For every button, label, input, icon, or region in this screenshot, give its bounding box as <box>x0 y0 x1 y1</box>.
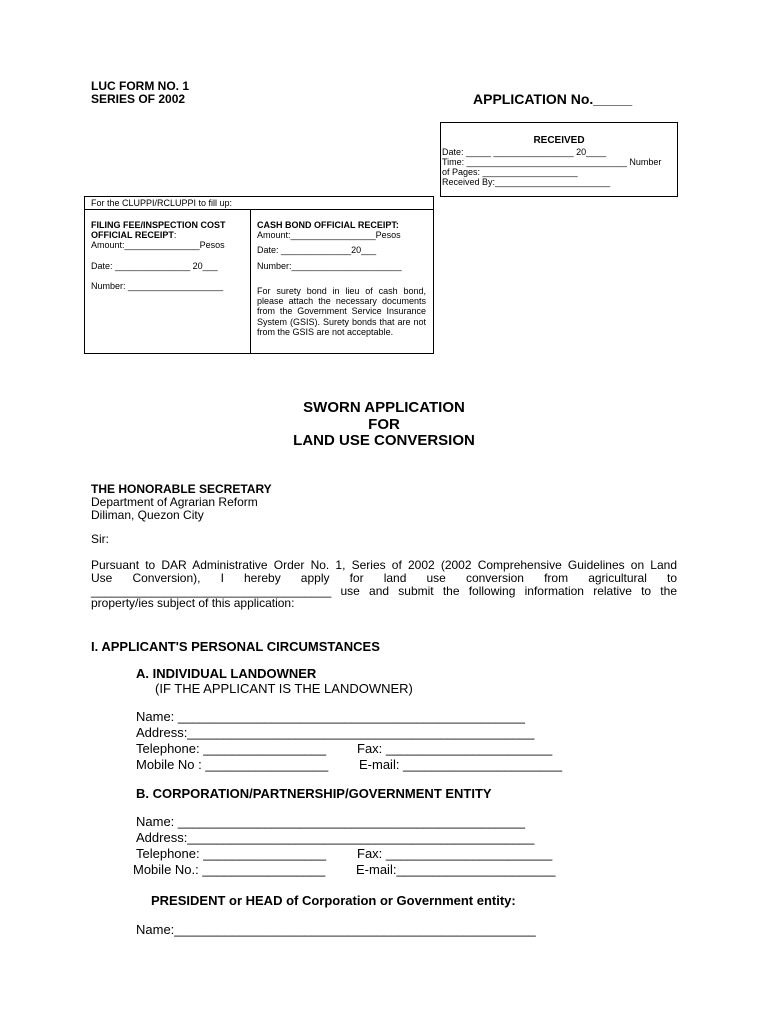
filing-date: Date: _______________ 20___ <box>91 261 218 271</box>
addressee-city: Diliman, Quezon City <box>91 508 204 522</box>
cash-bond-amount: Amount:_________________Pesos <box>257 230 401 240</box>
individual-email-field[interactable]: E-mail: ______________________ <box>359 757 563 772</box>
body-line4: property/ies subject of this application: <box>91 596 295 610</box>
cash-bond-number: Number:______________________ <box>257 261 402 271</box>
addressee-name: THE HONORABLE SECRETARY <box>91 482 272 496</box>
president-name-field[interactable]: Name:__________________________________________________ <box>136 922 536 937</box>
received-date: Date: _____ ________________ 20____ <box>442 147 607 157</box>
cluppi-column-divider <box>250 209 251 354</box>
individual-mobile-field[interactable]: Mobile No : _________________ <box>136 757 329 772</box>
president-heading: PRESIDENT or HEAD of Corporation or Government entity: <box>151 893 516 908</box>
received-time: Time: ________________________________ Number <box>442 157 662 167</box>
cluppi-heading: For the CLUPPI/RCLUPPI to fill up: <box>91 198 233 208</box>
addressee-department: Department of Agrarian Reform <box>91 495 258 509</box>
corporation-telephone-field[interactable]: Telephone: _________________ <box>136 846 327 861</box>
title-line2: FOR <box>368 416 400 433</box>
corporation-fax-field[interactable]: Fax: _______________________ <box>357 846 553 861</box>
salutation: Sir: <box>91 532 109 546</box>
individual-address-field[interactable]: Address:________________________________________________ <box>136 725 535 740</box>
corporation-address-field[interactable]: Address:________________________________________________ <box>136 830 535 845</box>
filing-amount: Amount:_______________Pesos <box>91 240 225 250</box>
received-title: RECEIVED <box>533 135 585 146</box>
filing-title-line1: FILING FEE/INSPECTION COST <box>91 220 226 230</box>
cash-bond-note: For surety bond in lieu of cash bond, please attach the necessary documents from the Government Service Insurance System (GSIS). Surety bonds that are not from the GSIS are not acceptable. <box>257 286 426 337</box>
cash-bond-date: Date: ______________20___ <box>257 245 377 255</box>
corporation-name-field[interactable]: Name: ________________________________________________ <box>136 814 525 829</box>
received-by: Received By:_______________________ <box>442 177 611 187</box>
body-line3: ____________________________________ use and submit the following information relative to the <box>91 584 677 598</box>
individual-name-field[interactable]: Name: ________________________________________________ <box>136 709 525 724</box>
cluppi-divider <box>84 209 434 210</box>
application-number: APPLICATION No._____ <box>473 91 633 107</box>
corporation-mobile-field[interactable]: Mobile No.: _________________ <box>133 862 326 877</box>
form-number: LUC FORM NO. 1 <box>91 79 189 93</box>
filing-number: Number: ___________________ <box>91 281 224 291</box>
individual-telephone-field[interactable]: Telephone: _________________ <box>136 741 327 756</box>
individual-fax-field[interactable]: Fax: _______________________ <box>357 741 553 756</box>
title-line3: LAND USE CONVERSION <box>293 432 475 449</box>
received-pages: of Pages: ___________________ <box>442 167 578 177</box>
received-box <box>440 122 678 197</box>
form-series: SERIES OF 2002 <box>91 92 186 106</box>
corporation-email-field[interactable]: E-mail:______________________ <box>356 862 556 877</box>
body-line2: Use Conversion), I hereby apply for land use conversion from agricultural to <box>91 571 677 585</box>
title-line1: SWORN APPLICATION <box>303 399 465 416</box>
body-line1: Pursuant to DAR Administrative Order No. 1, Series of 2002 (2002 Comprehensive Guidelines on Land <box>91 558 677 572</box>
section-a-subheading: (IF THE APPLICANT IS THE LANDOWNER) <box>155 681 413 696</box>
filing-title-line2: OFFICIAL RECEIPT: <box>91 230 177 240</box>
section-a-heading: A. INDIVIDUAL LANDOWNER <box>136 666 317 681</box>
section-heading-applicant: I. APPLICANT'S PERSONAL CIRCUMSTANCES <box>91 639 380 654</box>
cash-bond-title: CASH BOND OFFICIAL RECEIPT: <box>257 220 399 230</box>
section-b-heading: B. CORPORATION/PARTNERSHIP/GOVERNMENT ENTITY <box>136 786 492 801</box>
